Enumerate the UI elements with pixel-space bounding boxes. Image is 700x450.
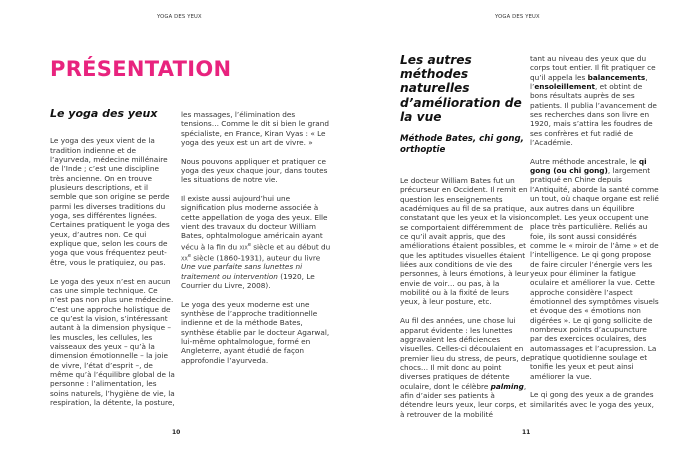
page-title: PRÉSENTATION	[50, 57, 232, 81]
running-head: YOGA DES YEUX	[157, 14, 202, 20]
column-2	[181, 110, 331, 374]
section-heading: Le yoga des yeux	[50, 107, 158, 120]
text-run: Autre méthode ancestrale, le	[530, 156, 639, 166]
superscript: e	[247, 241, 251, 248]
text-run: Il existe aussi aujourd’hui une signification plus moderne associée à cette appellation de yoga des yeux. Elle vient des travaux du docteur William Bates, ophtalmologue américain ayant vécu à la fin du	[181, 194, 328, 252]
century-numeral: xx	[181, 253, 188, 262]
paragraph	[400, 316, 530, 419]
paragraph: Le qi gong des yeux a de grandes similarités avec le yoga des yeux,	[530, 390, 654, 409]
text-run: Au fil des années, une chose lui apparut évidente : les lunettes aggravaient les déficiences visuelles. Celles-ci découlaient en premier lieu du stress, de peurs, de chocs… Il mit donc au point diverses pratiques de détente oculaire, dont le célèbre	[400, 316, 530, 391]
paragraph: Le docteur William Bates fut un précurseur en Occident. Il remit en question les enseignements académiques au fil de sa pratique, constatant que les yeux et la vision se comportaient différemment de ce qu’il avait appris, que des améliorations étaient possibles, et que les aptitudes visuelles étaient liées aux conditions de vie des personnes, à leurs émotions, à leur envie de voir… ou pas, à la mobilité ou à la fixité de leurs yeux, à leur posture, etc.	[400, 176, 530, 307]
text-run: siècle et au début du	[250, 242, 331, 252]
column-2	[530, 54, 660, 418]
right-page	[350, 0, 700, 450]
term-balancements: balancements	[587, 72, 646, 82]
text-run: , l’	[530, 72, 648, 92]
term-palming: palming	[490, 381, 524, 391]
section-subheading: Méthode Bates, chi gong, orthoptie	[400, 134, 524, 156]
text-run: , afin d’aider ses patients à détendre leurs yeux, leur corps, et à retrouver de la mobilité	[400, 381, 527, 419]
paragraph	[181, 194, 331, 290]
paragraph	[530, 157, 660, 381]
text-run: (1920, Le Courrier du Livre, 2008).	[181, 271, 315, 291]
section-heading: Les autres méthodes naturelles d’amélioration de la vue	[400, 53, 522, 124]
text-run: , largement pratiqué en Chine depuis l’Antiquité, aborde la santé comme un tout, où chaque organe est relié aux autres dans un équilibre complet. Les yeux occupent une place très particulière. Reliés au foie, ils sont aussi considérés comme le « miroir de l’âme » et de l’intelligence. Le qi gong propose de faire circuler l’énergie vers les yeux pour éliminer la fatigue oculaire et améliorer la vue. Cette approche considère l’aspect émotionnel des symptômes visuels et évoque des « émotions non digérées ». Le qi gong sollicite de nombreux points d’acupuncture par des exercices oculaires, des automassages et l’acupression. La pratique quotidienne soulage et tonifie les yeux et peut ainsi améliorer la vue.	[530, 166, 659, 381]
paragraph: Le yoga des yeux moderne est une synthèse de l’approche traditionnelle indienne et de la méthode Bates, synthèse établie par le docteur Agarwal, lui-même ophtalmologue, formé en Angleterre, ayant étudié de façon approfondie l’ayurveda.	[181, 299, 330, 365]
page-number: 10	[172, 429, 181, 436]
page-number: 11	[522, 429, 531, 436]
paragraph: Nous pouvons appliquer et pratiquer ce yoga des yeux chaque jour, dans toutes les situations de notre vie.	[181, 156, 328, 185]
century-numeral: xix	[239, 242, 248, 252]
text-run: siècle (1860-1931), auteur du livre	[190, 253, 321, 262]
term-ensoleillement: ensoleillement	[534, 82, 595, 92]
paragraph: Le yoga des yeux n’est en aucun cas une simple technique. Ce n’est pas non plus une médecine. C’est une approche holistique de ce qu’est la vision, s’intéressant autant à la dimension physique – les muscles, les cellules, les vaisseaux des yeux – qu’à la dimension émotionnelle – la joie de vivre, l’état d’esprit –, de même qu’à l’équilibre global de la personne : l’alimentation, les soins naturels, l’hygiène de vie, la respiration, la détente, la posture,	[50, 276, 175, 407]
column-1	[400, 53, 530, 428]
superscript: e	[187, 252, 191, 259]
text-run: , et obtint de bons résultats auprès de ses patients. Il publia l’avancement de ses recherches dans son livre en 1920, mais s’attira les foudres de ses confrères et fut radié de l’Académie.	[530, 82, 657, 148]
paragraph	[530, 54, 660, 147]
column-1	[50, 109, 175, 417]
term-qi-gong: qi gong (ou chi gong)	[530, 156, 647, 176]
book-title: Une vue parfaite sans lunettes ni traitement ou intervention	[181, 262, 303, 281]
paragraph: Le yoga des yeux vient de la tradition indienne et de l’ayurveda, médecine millénaire de l’Inde ; c’est une discipline très ancienne. On en trouve plusieurs descriptions, et il semble que son origine se perde parmi les diverses traditions du yoga, ses différentes lignées. Certaines pratiquent le yoga des yeux, d’autres non. Ce qui explique que, selon les cours de yoga que vous fréquentez peut-être, vous le pratiquiez, ou pas.	[50, 136, 170, 267]
text-run: tant au niveau des yeux que du corps tout entier. Il fit pratiquer ce qu’il appela les	[530, 54, 656, 82]
running-head: YOGA DES YEUX	[495, 14, 540, 20]
paragraph: les massages, l’élimination des tensions… Comme le dit si bien le grand spécialiste, en France, Kiran Vyas : « Le yoga des yeux est un art de vivre. »	[181, 110, 330, 148]
